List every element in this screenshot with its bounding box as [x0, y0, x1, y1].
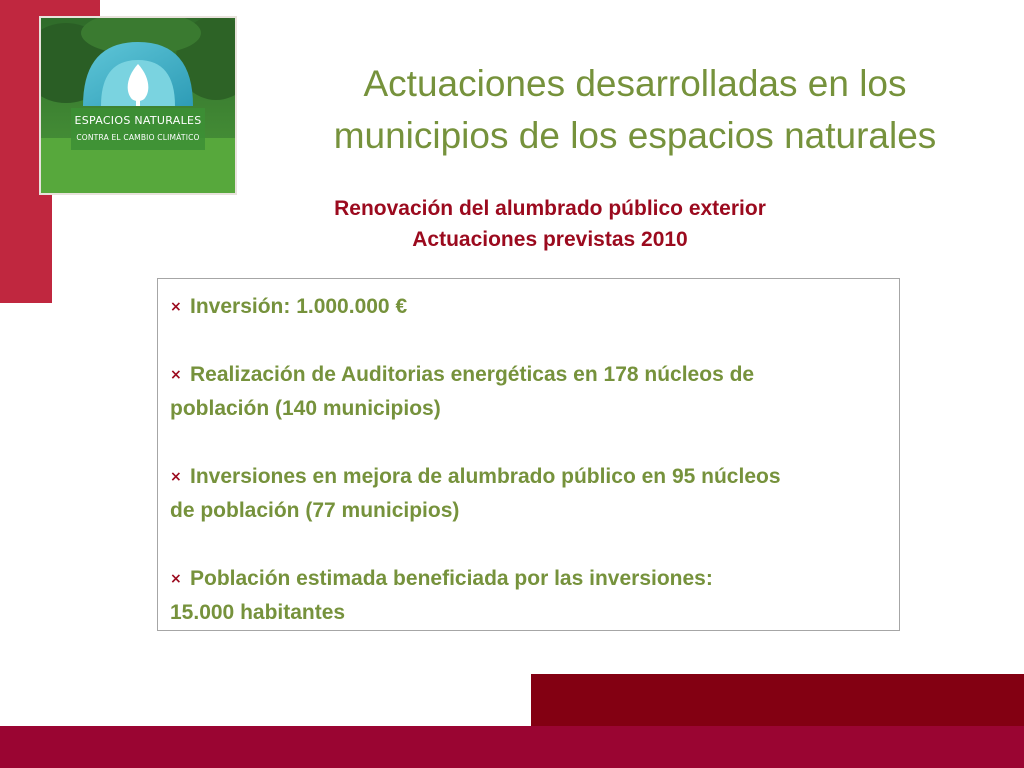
slide-subtitle — [240, 193, 860, 255]
bottom-accent-bar — [0, 726, 1024, 768]
x-bullet-icon: × — [170, 367, 182, 383]
bullet-text: Inversiones en mejora de alumbrado público en 95 núcleos — [190, 465, 781, 488]
bullet-item-audits — [170, 358, 889, 426]
logo-title: ESPACIOS NATURALES — [74, 114, 202, 127]
bullet-text-continued: de población (77 municipios) — [170, 499, 460, 522]
x-bullet-icon: × — [170, 571, 182, 587]
slide-title — [270, 58, 1000, 162]
bullet-text-continued: población (140 municipios) — [170, 397, 441, 420]
bullet-text: Inversión: 1.000.000 € — [190, 295, 408, 318]
bullet-item-lighting — [170, 460, 889, 528]
bullet-text: Población estimada beneficiada por las inversiones: — [190, 567, 713, 590]
bullet-text: Realización de Auditorias energéticas en 178 núcleos de — [190, 363, 755, 386]
bullet-item-investment — [170, 290, 889, 324]
title-line-2: municipios de los espacios naturales — [333, 115, 937, 156]
bottom-accent-block — [531, 674, 1024, 726]
x-bullet-icon: × — [170, 299, 182, 315]
logo-subtitle: CONTRA EL CAMBIO CLIMÁTICO — [76, 133, 200, 142]
bullet-list-box — [157, 278, 900, 631]
title-line-1: Actuaciones desarrolladas en los — [363, 63, 907, 104]
espacios-naturales-logo — [39, 16, 237, 195]
x-bullet-icon: × — [170, 469, 182, 485]
logo-graphic — [41, 18, 235, 193]
bullet-text-continued: 15.000 habitantes — [170, 601, 346, 624]
bullet-item-population — [170, 562, 889, 630]
subtitle-line-1: Renovación del alumbrado público exterior — [334, 197, 766, 220]
subtitle-line-2: Actuaciones previstas 2010 — [412, 228, 688, 251]
